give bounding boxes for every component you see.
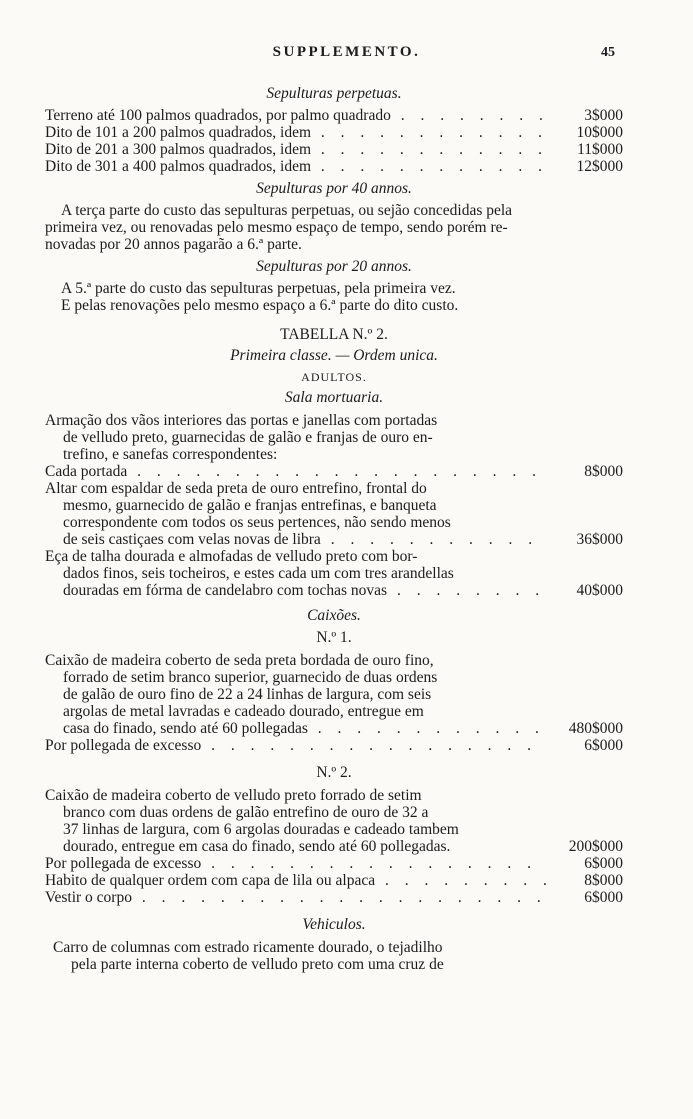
item-line: Eça de talha dourada e almofadas de velludo preto com bor-: [45, 548, 418, 565]
quarenta-paragraph: [45, 202, 623, 253]
item-line: mesmo, guarnecido de galão e franjas entrefinas, e banqueta: [63, 497, 437, 514]
price-label: douradas em fórma de candelabro com tochas novas . . .: [63, 582, 547, 599]
item-line: de velludo preto, guarnecidas de galão e franjas de ouro en-: [63, 429, 433, 446]
price-row: [45, 107, 623, 124]
price-row: [45, 720, 623, 737]
price-row: [45, 737, 623, 754]
price-value: 6$000: [584, 855, 623, 872]
paragraph-line: E pelas renovações pelo mesmo espaço a 6.ª parte do dito custo.: [61, 297, 459, 314]
item-line: dados finos, seis tocheiros, e estes cada um com tres arandellas: [63, 565, 454, 582]
price-row: [45, 855, 623, 872]
item-line: forrado de setim branco superior, guarnecido de duas ordens: [63, 669, 438, 686]
price-value: 40$000: [576, 582, 623, 599]
price-value: 6$000: [584, 737, 623, 754]
price-label: de seis castiçaes com velas novas de libra . . .: [63, 531, 547, 548]
price-value: 11$000: [577, 141, 623, 158]
item-line: de galão de ouro fino de 22 a 24 linhas de largura, com seis: [63, 686, 432, 703]
price-row: [45, 463, 623, 480]
price-value: 480$000: [568, 720, 623, 737]
item-line: pela parte interna coberto de velludo preto com uma cruz de: [71, 956, 444, 973]
page-header: [0, 44, 693, 64]
item-altar: [45, 480, 525, 531]
perpetuas-price-list: [45, 107, 623, 175]
item-line: Armação dos vãos interiores das portas e janellas com portadas: [45, 412, 438, 429]
running-title: SUPPLEMENTO.: [272, 44, 421, 60]
price-label: Habito de qualquer ordem com capa de lila ou alpaca . . .: [45, 872, 547, 889]
price-row: [45, 582, 623, 599]
price-value: 8$000: [584, 872, 623, 889]
sala-items: [45, 412, 623, 599]
price-row: [45, 124, 623, 141]
caixao-n2-title: N.º 2.: [316, 764, 352, 781]
price-value: 6$000: [584, 889, 623, 906]
item-eca: [45, 548, 525, 582]
sala-title: Sala mortuaria.: [284, 389, 384, 406]
price-row: [45, 889, 623, 906]
item-line: Carro de columnas com estrado ricamente dourado, o tejadilho: [53, 939, 443, 956]
item-line: correspondente com todos os seus pertences, não sendo menos: [63, 514, 451, 531]
caixoes-title: Caixões.: [307, 607, 361, 624]
section-title-perpetuas: Sepulturas perpetuas.: [266, 85, 402, 102]
classe-title: Primeira classe. — Ordem unica.: [230, 347, 438, 364]
price-value: 3$000: [584, 107, 623, 124]
adultos-title: ADULTOS.: [301, 370, 367, 384]
table-title: TABELLA N.º 2.: [280, 326, 388, 343]
paragraph-line: A 5.ª parte do custo das sepulturas perpetuas, pela primeira vez.: [61, 280, 456, 297]
price-row: [45, 158, 623, 175]
section-title-vinte: Sepulturas por 20 annos.: [256, 258, 412, 275]
caixao-n1-desc: [45, 652, 525, 720]
price-value: 10$000: [576, 124, 623, 141]
price-label: Terreno até 100 palmos quadrados, por palmo quadrado . . .: [45, 107, 547, 124]
caixao-n2-desc: [45, 787, 525, 838]
price-value: 12$000: [576, 158, 623, 175]
price-value: 200$000: [568, 838, 623, 855]
item-line: branco com duas ordens de galão entrefino de ouro de 32 a: [63, 804, 429, 821]
paragraph-line: novadas por 20 annos pagarão a 6.ª parte.: [45, 236, 302, 253]
page-number: 45: [601, 45, 615, 60]
price-row: [45, 838, 623, 855]
price-label: casa do finado, sendo até 60 pollegadas . . .: [63, 720, 547, 737]
item-line: Caixão de madeira coberto de seda preta bordada de ouro fino,: [45, 652, 434, 669]
price-label: Dito de 201 a 300 palmos quadrados, idem . . .: [45, 141, 547, 158]
price-row: [45, 531, 623, 548]
price-label: dourado, entregue em casa do finado, sendo até 60 pollegadas.: [63, 838, 451, 855]
section-title-quarenta: Sepulturas por 40 annos.: [256, 180, 412, 197]
item-line: Caixão de madeira coberto de velludo preto forrado de setim: [45, 787, 422, 804]
paragraph-line: A terça parte do custo das sepulturas perpetuas, ou sejão concedidas pela: [61, 202, 513, 219]
item-line: trefino, e sanefas correspondentes:: [63, 446, 278, 463]
price-row: [45, 141, 623, 158]
item-line: Altar com espaldar de seda preta de ouro entrefino, frontal do: [45, 480, 427, 497]
item-armacao: [45, 412, 525, 463]
price-label: Dito de 101 a 200 palmos quadrados, idem . . .: [45, 124, 547, 141]
caixao-n1-title: N.º 1.: [316, 629, 352, 646]
price-label: Dito de 301 a 400 palmos quadrados, idem . . .: [45, 158, 547, 175]
price-label: Por pollegada de excesso . . .: [45, 737, 547, 754]
price-label: Por pollegada de excesso . . .: [45, 855, 547, 872]
vinte-paragraph: [45, 280, 623, 314]
price-label: Cada portada . . .: [45, 463, 547, 480]
vehiculos-desc: [45, 939, 525, 973]
page-body: [45, 80, 623, 973]
vehiculos-title: Vehiculos.: [302, 916, 366, 933]
item-line: 37 linhas de largura, com 6 argolas douradas e cadeado tambem: [63, 821, 459, 838]
price-row: [45, 872, 623, 889]
item-line: argolas de metal lavradas e cadeado dourado, entregue em: [63, 703, 424, 720]
price-value: 36$000: [576, 531, 623, 548]
price-value: 8$000: [584, 463, 623, 480]
paragraph-line: primeira vez, ou renovadas pelo mesmo espaço de tempo, sendo porém re-: [45, 219, 508, 236]
price-label: Vestir o corpo . . .: [45, 889, 547, 906]
